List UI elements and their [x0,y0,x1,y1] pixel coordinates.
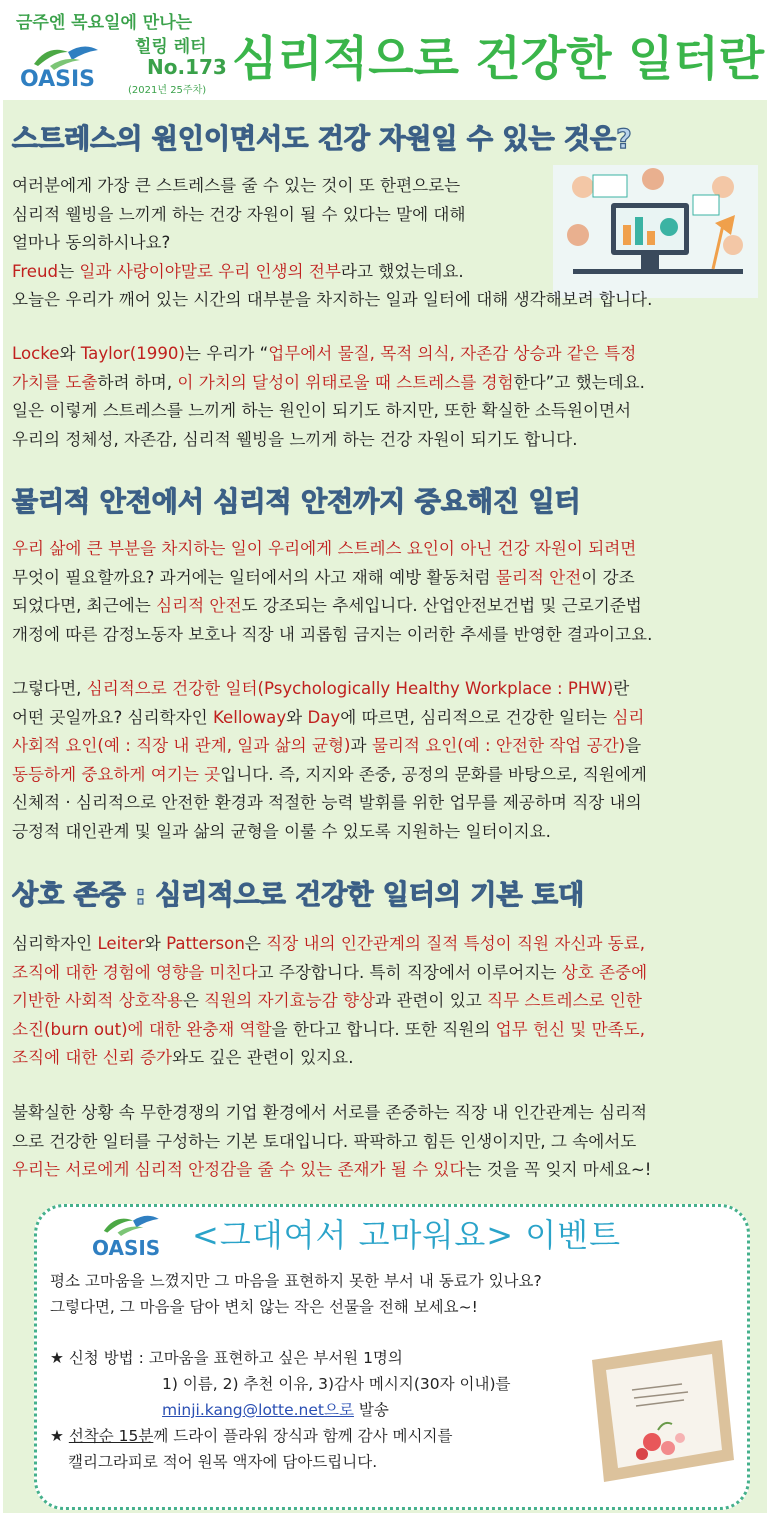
text: 고 주장합니다. 특히 직장에서 이루어지는 [257,962,562,982]
p2-line [12,340,757,369]
p3-line [12,592,757,621]
p3-line: 우리 삶에 큰 부분을 차지하는 일이 우리에게 스트레스 요인이 아닌 건강 자원이 되려면 [12,539,637,558]
text: 입니다. 즉, 지지와 존중, 공정의 문화를 바탕으로, 직원에게 [220,764,647,784]
highlight: 일과 사랑이야말로 우리 인생의 전부 [79,261,341,281]
text: 과 [350,736,372,755]
highlight: 직장 내의 인간관계의 질적 특성이 직원 자신과 동료, [266,934,645,953]
p2-line [12,369,757,398]
p4-line: 긍정적 대인관계 및 일과 삶의 균형을 이룰 수 있도록 지원하는 일터이지요. [12,821,551,841]
highlight: 상호 존중에 [561,962,648,982]
text: 은 [244,934,267,953]
highlight: 가치를 도출 [12,372,98,392]
highlight: 직무 스트레스로 인한 [487,991,642,1010]
logo-text: OASIS [92,1236,161,1260]
event-line: ★ 신청 방법 : 고마움을 표현하고 싶은 부서원 1명의 [50,1349,403,1367]
p1-line: 얼마나 동의하시나요? [12,233,171,252]
highlight: 업무 헌신 및 만족도, [495,1019,645,1039]
text: 무엇이 필요할까요? 과거에는 일터에서의 사고 재해 예방 활동처럼 [12,567,496,587]
paragraph-6 [12,1099,757,1185]
p4-line [12,761,757,790]
text: 와 [286,707,308,727]
text: 하려 하며, [97,372,178,392]
p6-line [12,1156,757,1185]
highlight: 심리 [612,707,645,727]
section-title-3: 상호 존중 : 심리적으로 건강한 일터의 기본 토대 [12,880,585,911]
text: 는 것을 꼭 잊지 마세요~! [465,1160,652,1179]
event-line [50,1397,510,1423]
text: 이 강조 [581,567,635,587]
page-title: 심리적으로 건강한 일터란 [232,32,765,87]
text: 께 드라이 플라워 장식과 함께 감사 메시지를 [153,1427,453,1445]
highlight: Kelloway [212,707,287,727]
highlight: 선착순 15분 [68,1427,154,1445]
highlight: 소진(burn out)에 대한 완충재 역할 [12,1019,272,1039]
text: 와 [59,344,81,363]
p2-line: 우리의 정체성, 자존감, 심리적 웰빙을 느끼게 하는 건강 자원이 되기도 합니다. [12,429,578,449]
text: ★ [50,1427,69,1445]
p4-line [12,675,757,704]
p5-line [12,987,757,1016]
event-line: 1) 이름, 2) 추천 이유, 3)감사 메시지(30자 이내)를 [162,1375,511,1393]
highlight: Taylor(1990) [80,344,185,363]
text: 을 [625,736,642,755]
event-line [50,1423,510,1449]
highlight: Patterson [166,934,245,953]
section-title-1: 스트레스의 원인이면서도 건강 자원일 수 있는 것은? [12,124,632,155]
highlight: Freud [12,261,59,281]
p6-line: 으로 건강한 일터를 구성하는 기본 토대입니다. 팍팍하고 힘든 인생이지만, 그 속에서도 [12,1131,637,1151]
highlight: 물리적 안전 [495,567,582,587]
section-title-2: 물리적 안전에서 심리적 안전까지 중요해진 일터 [12,487,581,518]
p3-line: 개정에 따른 감정노동자 보호나 직장 내 괴롭힘 금지는 이러한 추세를 반영한 결과이고요. [12,624,653,644]
text: 발송 [353,1401,389,1419]
text: 는 [58,261,80,281]
p1-line: 오늘은 우리가 깨어 있는 시간의 대부분을 차지하는 일과 일터에 대해 생각해보려 합니다. [12,290,653,309]
event-line: 그렇다면, 그 마음을 담아 변치 않는 작은 선물을 전해 보세요~! [50,1298,478,1316]
text: 한다”고 했는데요. [513,372,645,392]
highlight: 심리적으로 건강한 일터(Psychologically Healthy Workplace : PHW) [86,679,614,698]
p4-line [12,704,757,733]
p4-line [12,732,757,761]
text: 에 따르면, 심리적으로 건강한 일터는 [340,707,613,727]
text: 되었다면, 최근에는 [12,596,157,615]
p3-line [12,564,757,593]
p1-line [12,258,757,287]
paragraph-3 [12,535,757,649]
p4-line: 신체적 · 심리적으로 안전한 환경과 적절한 능력 발휘를 위한 업무를 제공하며 직장 내의 [12,793,642,812]
header-letter-name: 힐링 레터 [135,37,207,57]
highlight: 업무에서 물질, 목적 의식, 자존감 상승과 같은 특정 [268,344,637,363]
p1-line: 심리적 웰빙을 느끼게 하는 건강 자원이 될 수 있다는 말에 대해 [12,204,466,224]
highlight: 동등하게 중요하게 여기는 곳 [12,764,221,784]
issue-number: No.173 [147,55,227,79]
highlight: 기반한 사회적 상호작용 [12,991,183,1010]
paragraph-1 [12,172,757,315]
paragraph-2 [12,340,757,454]
highlight: 조직에 대한 경험에 영향을 미친다 [12,962,258,982]
leaf-icon [28,42,108,70]
highlight: 조직에 대한 신뢰 증가 [12,1048,173,1067]
email-link[interactable]: minji.kang@lotte.net으로 [162,1401,354,1419]
highlight: 이 가치의 달성이 위태로울 때 스트레스를 경험 [177,372,514,392]
text: 도 강조되는 추세입니다. 산업안전보건법 및 근로기준법 [241,596,642,615]
text: 그렇다면, [12,679,87,698]
paragraph-5 [12,930,757,1073]
oasis-logo [20,42,100,92]
header-subtitle: 금주엔 목요일에 만나는 [16,13,193,33]
highlight: Day [307,707,341,727]
p5-line [12,959,757,988]
highlight: 사회적 요인(예 : 직장 내 관계, 일과 삶의 균형) [12,736,351,755]
p6-line: 불확실한 상황 속 무한경쟁의 기업 환경에서 서로를 존중하는 직장 내 인간관계는 심리적 [12,1103,648,1122]
event-line: 캘리그라피로 적어 원목 액자에 담아드립니다. [68,1453,378,1471]
text: 와 [144,934,167,953]
text: 는 우리가 “ [184,344,269,363]
highlight: 물리적 요인(예 : 안전한 작업 공간) [371,736,626,755]
leaf-icon [98,1212,168,1236]
highlight: 심리적 안전 [156,596,242,615]
p5-line [12,1016,757,1045]
text: 어떤 곳일까요? 심리학자인 [12,707,213,727]
text: 은 [182,991,205,1010]
logo-text: OASIS [20,67,96,92]
issue-week: (2021년 25주차) [128,85,207,96]
p1-line: 여러분에게 가장 큰 스트레스를 줄 수 있는 것이 또 한편으로는 [12,176,461,195]
text: 라고 했었는데요. [340,261,464,281]
text: 을 한다고 합니다. 또한 직원의 [271,1019,496,1039]
p5-line [12,930,757,959]
flower-frame-image [572,1330,740,1490]
text: 와도 깊은 관련이 있지요. [172,1048,354,1067]
paragraph-4 [12,675,757,846]
event-method [50,1345,510,1475]
event-intro [50,1268,542,1320]
text: 란 [613,679,630,698]
p2-line: 일은 이렇게 스트레스를 느끼게 하는 원인이 되기도 하지만, 또한 확실한 소득원이면서 [12,401,632,420]
text: 심리학자인 [12,934,98,953]
event-title: <그대여서 고마워요> 이벤트 [192,1216,622,1254]
text: 과 관련이 있고 [375,991,488,1010]
event-line: 평소 고마움을 느꼈지만 그 마음을 표현하지 못한 부서 내 동료가 있나요? [50,1272,542,1290]
highlight: 직원의 자기효능감 향상 [204,991,376,1010]
header [0,0,770,100]
highlight: Leiter [97,934,145,953]
event-oasis-logo [92,1212,172,1260]
highlight: Locke [12,344,60,363]
highlight: 우리는 서로에게 심리적 안정감을 줄 수 있는 존재가 될 수 있다 [12,1160,466,1179]
p5-line [12,1044,757,1073]
